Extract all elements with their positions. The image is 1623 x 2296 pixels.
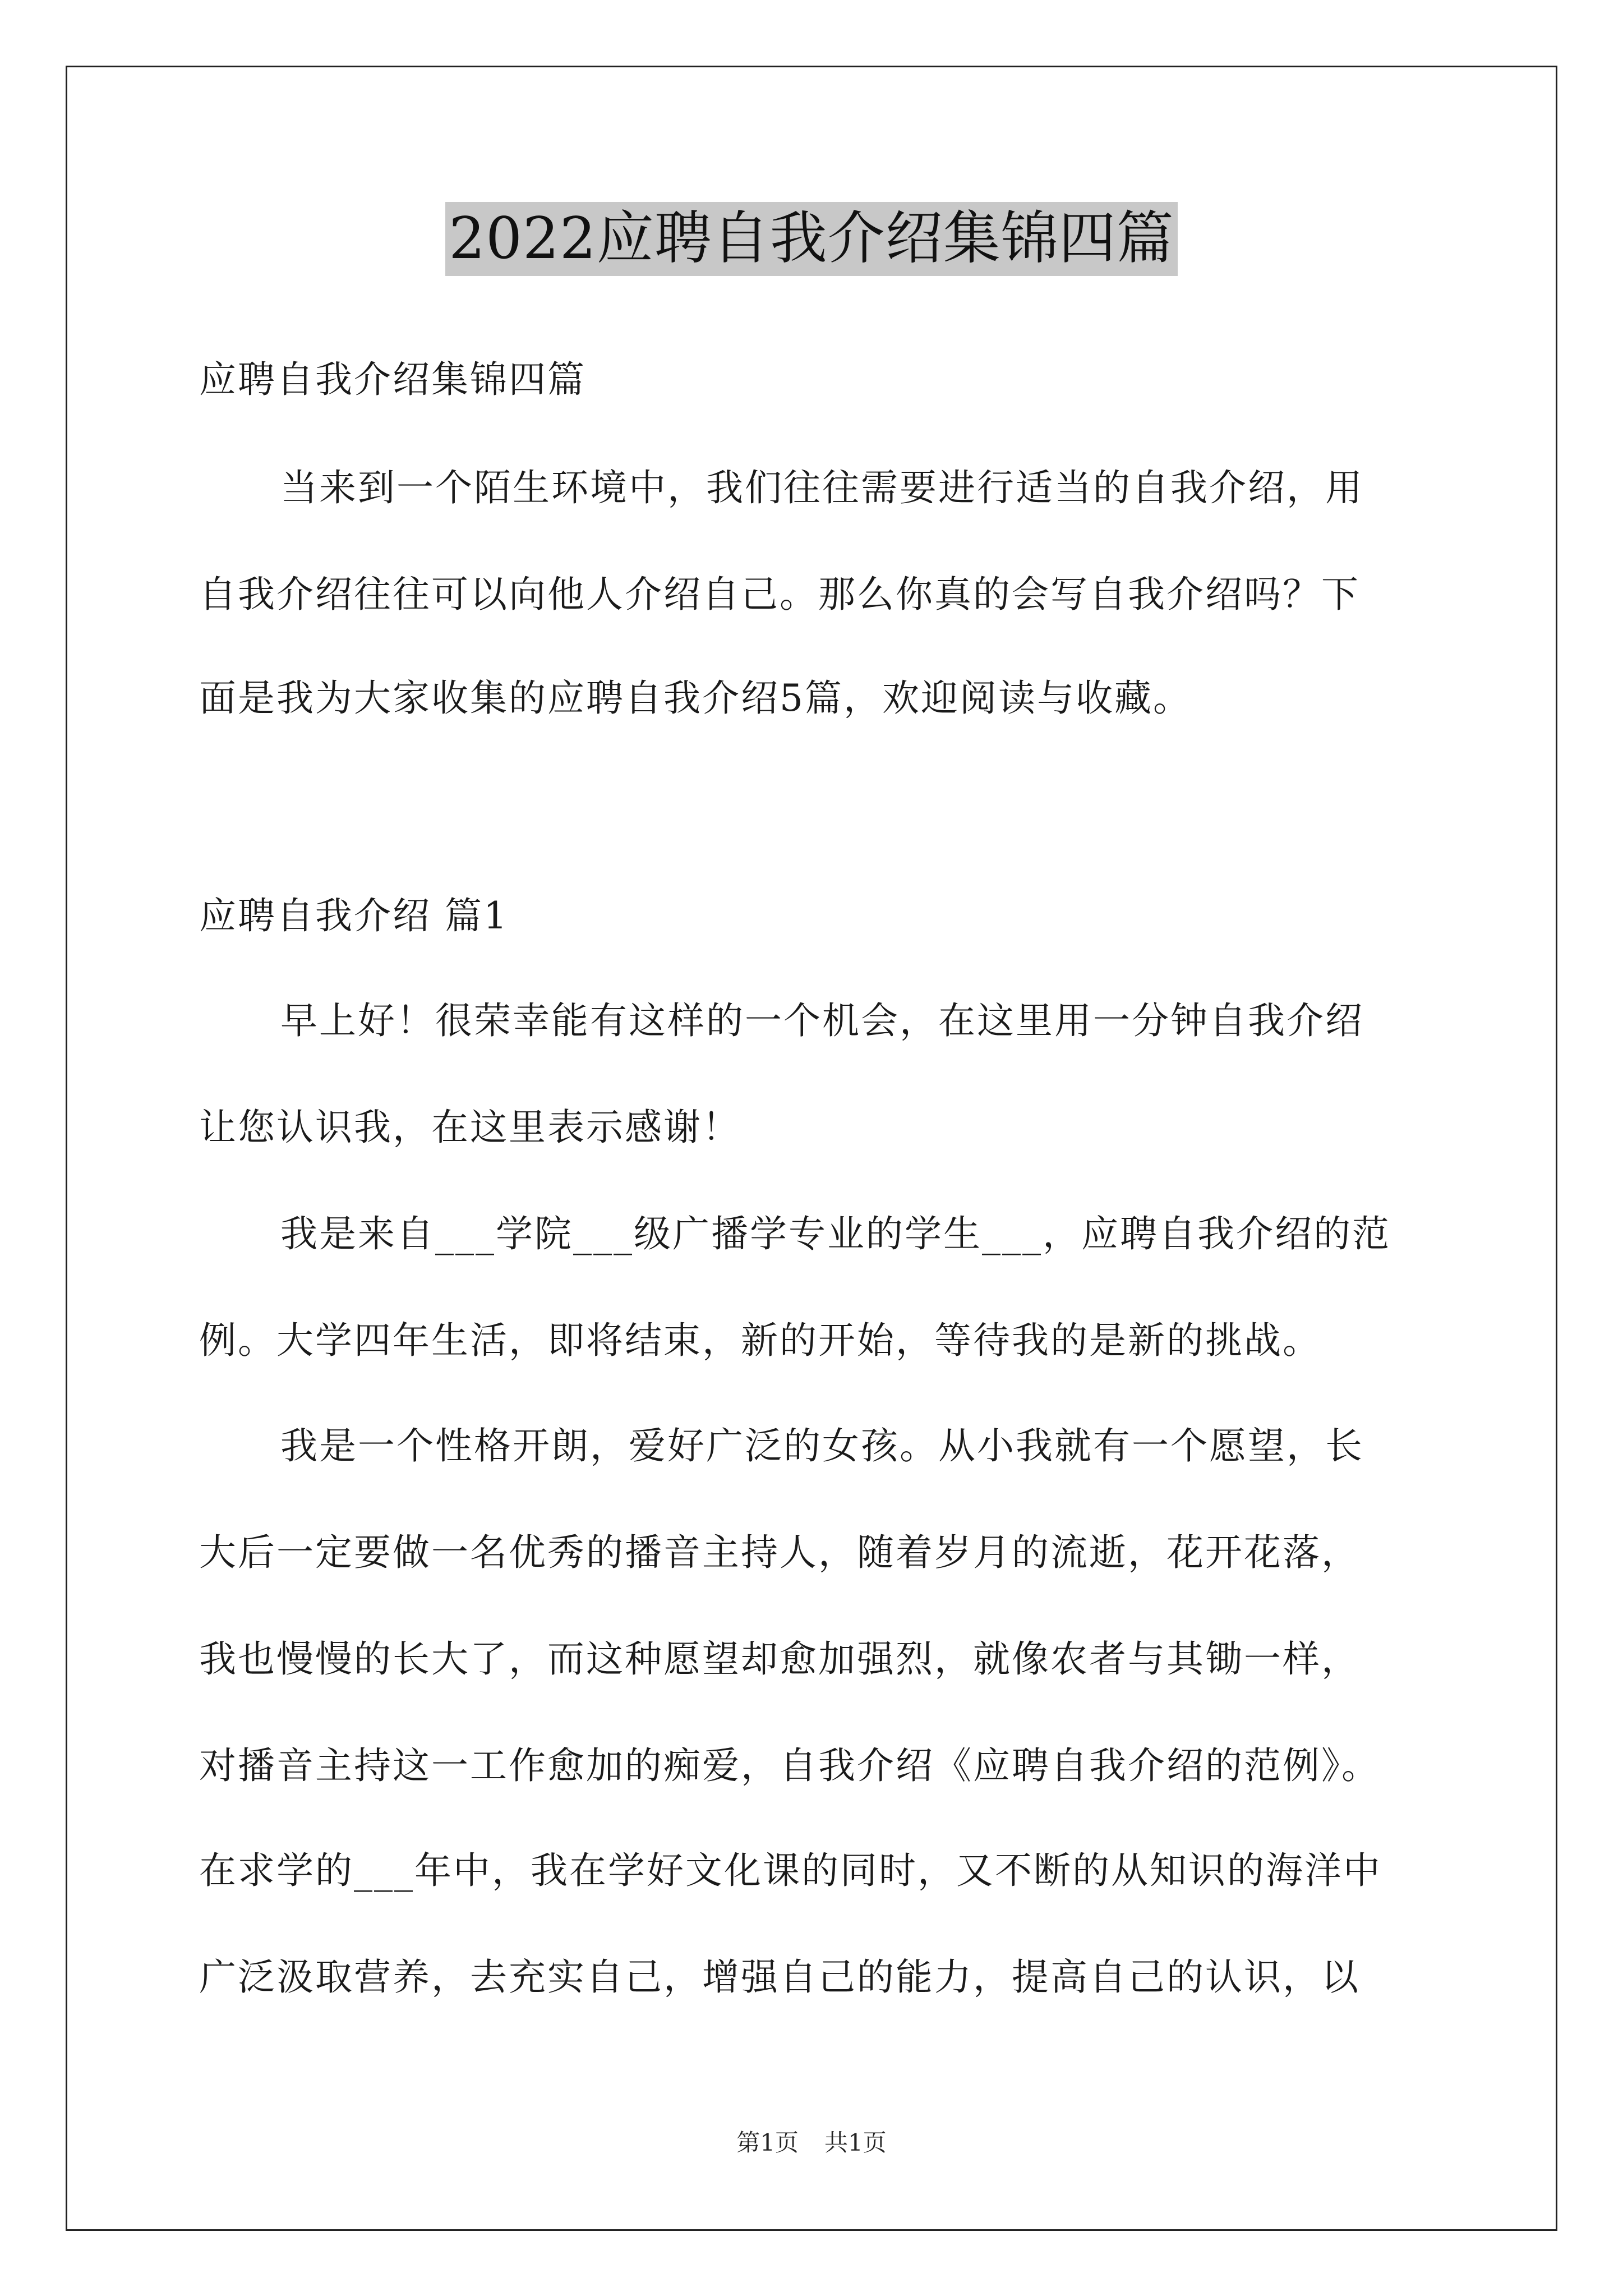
intro-line-1: 当来到一个陌生环境中，我们往往需要进行适当的自我介绍，用 (280, 466, 1364, 509)
intro-line-3: 面是我为大家收集的应聘自我介绍5篇，欢迎阅读与收藏。 (199, 677, 1192, 720)
paragraph-line: 大后一定要做一名优秀的播音主持人，随着岁月的流逝，花开花落， (199, 1531, 1360, 1574)
intro-line-2: 自我介绍往往可以向他人介绍自己。那么你真的会写自我介绍吗？下 (199, 573, 1360, 616)
section-heading: 应聘自我介绍 篇1 (199, 894, 509, 937)
document-title: 2022应聘自我介绍集锦四篇 (445, 202, 1178, 276)
paragraph-line: 例。大学四年生活，即将结束，新的开始，等待我的是新的挑战。 (199, 1319, 1321, 1362)
paragraph-line: 在求学的___年中，我在学好文化课的同时，又不断的从知识的海洋中 (199, 1849, 1382, 1892)
paragraph-line: 让您认识我，在这里表示感谢！ (199, 1106, 741, 1149)
page-footer (0, 2126, 1623, 2160)
paragraph-line: 我是一个性格开朗，爱好广泛的女孩。从小我就有一个愿望，长 (280, 1424, 1364, 1467)
page-number: 第1页 (736, 2129, 799, 2156)
paragraph-line: 我也慢慢的长大了，而这种愿望却愈加强烈，就像农者与其锄一样， (199, 1637, 1360, 1681)
page-total: 共1页 (824, 2129, 887, 2156)
title-container (0, 202, 1623, 276)
paragraph-line: 广泛汲取营养，去充实自己，增强自己的能力，提高自己的认识，以 (199, 1955, 1360, 1999)
paragraph-line: 对播音主持这一工作愈加的痴爱，自我介绍《应聘自我介绍的范例》。 (199, 1744, 1380, 1787)
paragraph-line: 早上好！很荣幸能有这样的一个机会，在这里用一分钟自我介绍 (280, 999, 1364, 1042)
subtitle: 应聘自我介绍集锦四篇 (199, 358, 586, 401)
paragraph-line: 我是来自___学院___级广播学专业的学生___，应聘自我介绍的范 (280, 1212, 1391, 1255)
